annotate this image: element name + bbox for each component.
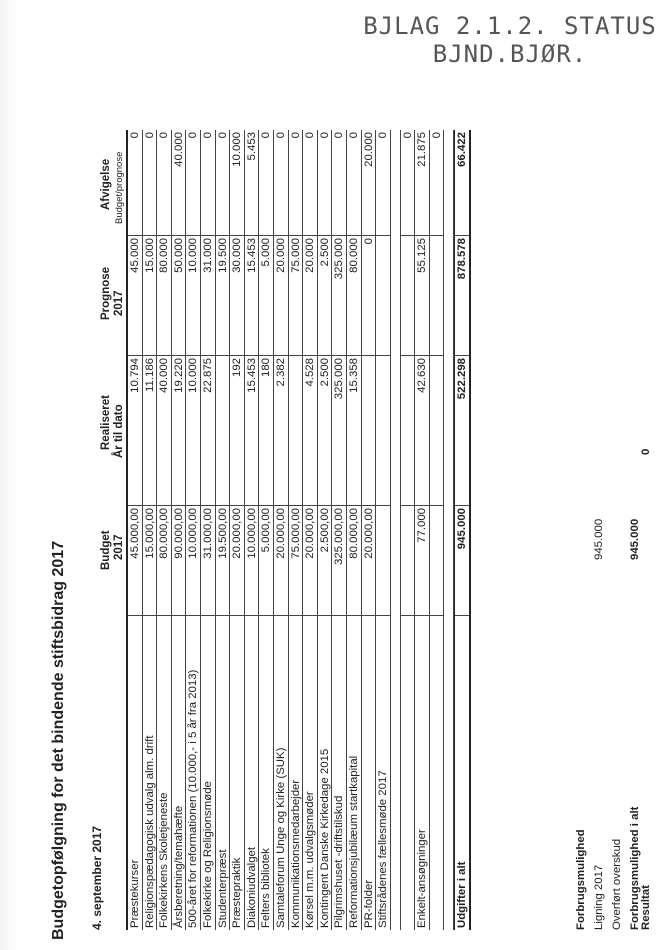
spacer-row — [391, 130, 401, 930]
header-afvigelse-sub: Budget/prognose — [114, 151, 125, 224]
cell-real: 2.382 — [274, 355, 288, 505]
cell-name: Studenterpræst — [216, 615, 230, 930]
cell-real: 2.500 — [318, 355, 332, 505]
result-line — [640, 448, 652, 930]
cell-afv: 0 — [347, 132, 360, 139]
cell-name: Folkekirkens Skoletjeneste — [157, 615, 171, 930]
cell-real — [376, 355, 390, 505]
cell-afv: 0 — [430, 132, 443, 139]
cell-budget: 325.000,00 — [332, 505, 346, 615]
cell-name: Samtaleforum Unge og Kirke (SUK) — [274, 615, 288, 930]
cell-name: Religionspædagogisk udvalg alm. drift — [143, 615, 157, 930]
cell-real: 325.000 — [332, 355, 346, 505]
cell-afv: 0 — [377, 132, 390, 139]
cell-prog: 30.000 — [230, 235, 244, 355]
cell-afv: 0 — [129, 132, 141, 139]
cell-name: Enkelt-ansøgninger — [415, 615, 429, 930]
table-row — [201, 130, 216, 930]
cell-budget: 945.000 — [455, 505, 469, 615]
cell-real: 19.220 — [172, 355, 186, 505]
cell-prog — [430, 235, 444, 355]
cell-name: PR-folder — [362, 615, 376, 930]
table-row — [186, 130, 201, 930]
funding-overfort-label: Overført overskud — [611, 838, 623, 930]
cell-budget — [430, 505, 444, 615]
cell-budget: 31.000,00 — [201, 505, 215, 615]
cell-name: Felters bibliotek — [259, 615, 273, 930]
cell-real: 180 — [259, 355, 273, 505]
cell-afv: 0 — [187, 132, 200, 139]
funding-ligning-label: Ligning 2017 — [593, 864, 605, 930]
cell-afv: 0 — [216, 132, 229, 139]
cell-budget: 80.000,00 — [157, 505, 171, 615]
table-row — [172, 130, 187, 930]
cell-prog: 10.000 — [186, 235, 200, 355]
cell-name: Pilgrimshuset -driftstilskud — [332, 615, 346, 930]
cell-name: Kontingent Danske Kirkedage 2015 — [318, 615, 332, 930]
cell-real: 40.000 — [157, 355, 171, 505]
cell-real: 10.000 — [186, 355, 200, 505]
table-row — [157, 130, 172, 930]
cell-afv: 66.422 — [456, 132, 469, 167]
cell-real — [362, 355, 376, 505]
header-budget: Budget — [100, 530, 112, 570]
cell-budget: 45.000,00 — [128, 505, 142, 615]
cell-name — [401, 615, 415, 930]
table-row — [289, 130, 304, 930]
table-row — [318, 130, 333, 930]
funding-total-label: Forbrugsmulighed i alt — [629, 806, 641, 930]
cell-afv: 0 — [274, 132, 287, 139]
cell-prog: 55.125 — [415, 235, 429, 355]
total-row — [454, 130, 469, 930]
cell-budget: 10.000,00 — [245, 505, 259, 615]
header-prognose: Prognose — [100, 266, 112, 320]
table-row — [259, 130, 274, 930]
cell-budget — [401, 505, 415, 615]
cell-afv: 10.000 — [231, 132, 244, 167]
cell-budget: 5.000,00 — [259, 505, 273, 615]
cell-budget: 10.000,00 — [186, 505, 200, 615]
cell-budget: 77.000 — [415, 505, 429, 615]
cell-prog: 31.000 — [201, 235, 215, 355]
funding-ligning-value: 945.000 — [593, 518, 605, 560]
cell-afv: 0 — [289, 132, 302, 139]
cell-prog: 20.000 — [303, 235, 317, 355]
header-prognose-year: 2017 — [113, 290, 125, 316]
document-title: Budgetopfølgning for det bindende stiftsbidrag 2017 — [50, 540, 67, 940]
cell-afv: 0 — [201, 132, 214, 139]
cell-prog: 325.000 — [332, 235, 346, 355]
cell-afv: 0 — [318, 132, 331, 139]
cell-prog: 5.000 — [259, 235, 273, 355]
cell-afv: 0 — [401, 132, 414, 139]
table-row — [430, 130, 445, 930]
table-row — [332, 130, 347, 930]
cell-afv: 0 — [333, 132, 346, 139]
table-row — [347, 130, 362, 930]
table-row — [415, 130, 430, 930]
cell-budget: 90.000,00 — [172, 505, 186, 615]
table-row — [401, 130, 416, 930]
header-budget-year: 2017 — [113, 534, 125, 560]
cell-real: 11.186 — [143, 355, 157, 505]
cell-budget — [376, 505, 390, 615]
cell-name: Stiftsrådenes fællesmøde 2017 — [376, 615, 390, 930]
cell-budget: 20.000,00 — [303, 505, 317, 615]
cell-prog: 80.000 — [347, 235, 361, 355]
table-header — [96, 130, 126, 930]
cell-budget: 2.500,00 — [318, 505, 332, 615]
cell-real: 15.358 — [347, 355, 361, 505]
cell-prog: 50.000 — [172, 235, 186, 355]
table-row — [128, 130, 143, 930]
header-afvigelse: Afvigelse — [100, 158, 112, 210]
cell-real: 15.453 — [245, 355, 259, 505]
table-row — [143, 130, 158, 930]
result-value: 0 — [640, 448, 652, 455]
funding-heading: Forbrugsmulighed — [575, 829, 587, 930]
cell-prog — [376, 235, 390, 355]
cell-name: Kørsel m.m. udvalgsmøder — [303, 615, 317, 930]
cell-afv: 0 — [143, 132, 156, 139]
funding-total-value: 945.000 — [629, 518, 641, 560]
cell-afv: 0 — [304, 132, 317, 139]
cell-prog: 2.500 — [318, 235, 332, 355]
cell-name: Udgifter i alt — [455, 615, 469, 930]
cell-real: 42.630 — [415, 355, 429, 505]
cell-name: 500-året for reformationen (10.000,- i 5 år fra 2013) — [186, 615, 200, 930]
handwritten-note-line-2: BJND.BJØR. — [432, 40, 588, 68]
cell-afv: 0 — [260, 132, 273, 139]
cell-name: Præstekurser — [128, 615, 142, 930]
cell-real — [289, 355, 303, 505]
cell-afv: 5.453 — [245, 132, 258, 161]
header-realiseret: Realiseret — [100, 395, 112, 450]
cell-prog: 0 — [362, 235, 376, 355]
cell-prog: 19.500 — [216, 235, 230, 355]
cell-budget: 19.500,00 — [216, 505, 230, 615]
cell-real — [216, 355, 230, 505]
cell-name: Præstepraktik — [230, 615, 244, 930]
cell-real — [430, 355, 444, 505]
cell-budget: 20.000,00 — [230, 505, 244, 615]
cell-real: 4.528 — [303, 355, 317, 505]
cell-afv: 21.875 — [416, 132, 429, 167]
cell-real: 10.794 — [128, 355, 142, 505]
cell-afv: 20.000 — [362, 132, 375, 167]
table-row — [303, 130, 318, 930]
table-row — [362, 130, 377, 930]
cell-prog: 80.000 — [157, 235, 171, 355]
table-body — [126, 130, 471, 930]
cell-budget: 75.000,00 — [289, 505, 303, 615]
cell-prog: 15.000 — [143, 235, 157, 355]
document-date: 4. september 2017 — [90, 825, 104, 930]
cell-afv: 0 — [158, 132, 171, 139]
spacer-row — [444, 130, 454, 930]
cell-real: 192 — [230, 355, 244, 505]
cell-budget: 20.000,00 — [362, 505, 376, 615]
cell-budget: 15.000,00 — [143, 505, 157, 615]
cell-real: 22.875 — [201, 355, 215, 505]
cell-budget: 20.000,00 — [274, 505, 288, 615]
result-label: Resultat — [640, 885, 652, 930]
budget-table — [96, 130, 471, 930]
cell-prog: 20.000 — [274, 235, 288, 355]
cell-name: Diakoniudvalget — [245, 615, 259, 930]
cell-prog: 15.453 — [245, 235, 259, 355]
cell-prog — [401, 235, 415, 355]
cell-budget: 80.000,00 — [347, 505, 361, 615]
handwritten-note-line-1: BJLAG 2.1.2. STATUS — [363, 12, 657, 40]
cell-afv: 40.000 — [172, 132, 185, 167]
table-row — [216, 130, 231, 930]
cell-name — [430, 615, 444, 930]
table-row — [230, 130, 245, 930]
table-row — [274, 130, 289, 930]
cell-name: Kommunikationsmedarbejder — [289, 615, 303, 930]
cell-prog: 878.578 — [455, 235, 469, 355]
cell-name: Folkekirke og Religionsmøde — [201, 615, 215, 930]
table-row — [245, 130, 260, 930]
cell-real — [401, 355, 415, 505]
header-realiseret-sub: År til dato — [113, 404, 125, 458]
cell-name: Årsberetning/temahæfte — [172, 615, 186, 930]
cell-real: 522.298 — [455, 355, 469, 505]
cell-prog: 45.000 — [128, 235, 142, 355]
cell-name: Reformationsjubilæum startkapital — [347, 615, 361, 930]
table-row — [376, 130, 391, 930]
cell-prog: 75.000 — [289, 235, 303, 355]
